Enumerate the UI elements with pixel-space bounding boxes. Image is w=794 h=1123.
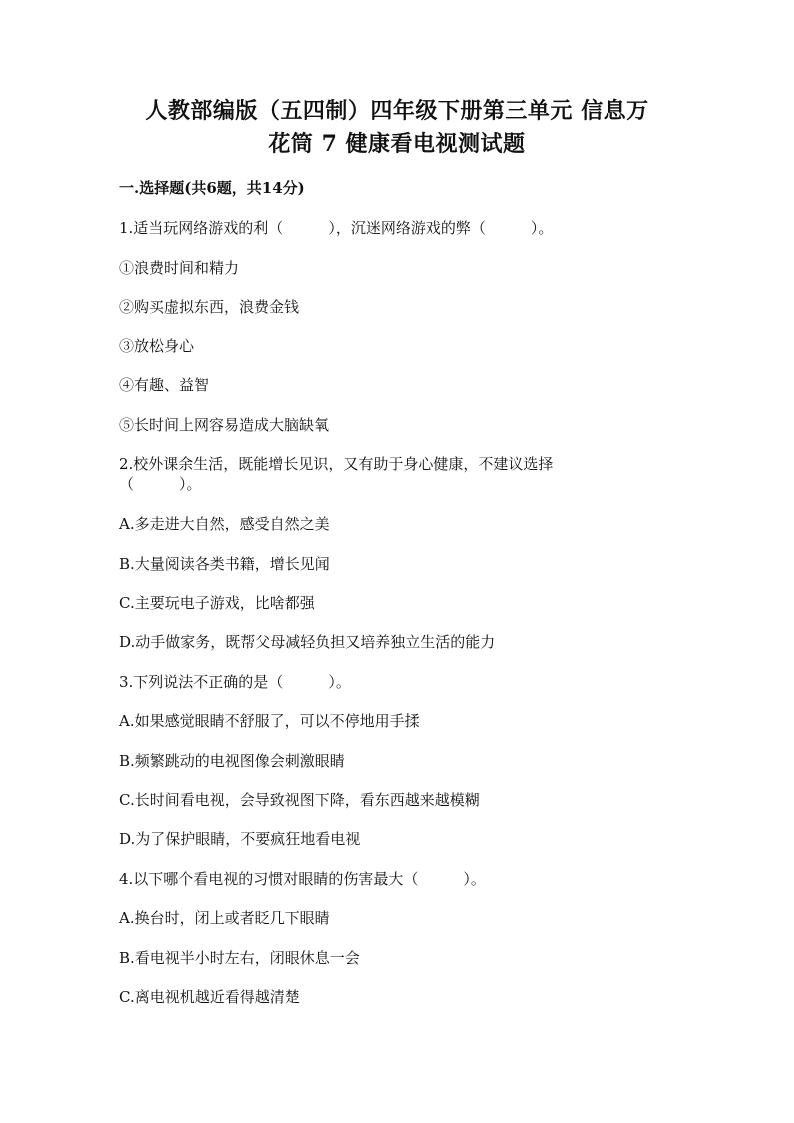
question-2-option-a: A.多走进大自然，感受自然之美	[119, 515, 330, 533]
question-2-option-c: C.主要玩电子游戏，比啥都强	[119, 594, 315, 612]
question-4-option-b: B.看电视半小时左右，闭眼休息一会	[119, 949, 360, 967]
question-3-option-c: C.长时间看电视，会导致视图下降，看东西越来越模糊	[119, 791, 480, 809]
question-1-stem: 1.适当玩网络游戏的利（ ），沉迷网络游戏的弊（ ）。	[119, 219, 554, 237]
question-4-option-c: C.离电视机越近看得越清楚	[119, 988, 300, 1006]
question-3-option-d: D.为了保护眼睛，不要疯狂地看电视	[119, 830, 361, 848]
question-1-option-3: ③放松身心	[119, 337, 195, 355]
question-2-option-d: D.动手做家务，既帮父母减轻负担又培养独立生活的能力	[119, 633, 496, 651]
question-4-option-a: A.换台时，闭上或者眨几下眼睛	[119, 909, 330, 927]
question-1-option-4: ④有趣、益智	[119, 376, 210, 394]
question-3-option-b: B.频繁跳动的电视图像会刺激眼睛	[119, 752, 345, 770]
question-3-stem: 3.下列说法不正确的是（ ）。	[119, 673, 351, 691]
question-3-option-a: A.如果感觉眼睛不舒服了，可以不停地用手揉	[119, 712, 420, 730]
question-4-stem: 4.以下哪个看电视的习惯对眼睛的伤害最大（ ）。	[119, 870, 486, 888]
question-2-stem-line-1: 2.校外课余生活，既能增长见识，又有助于身心健康，不建议选择	[119, 455, 554, 473]
question-1-option-2: ②购买虚拟东西，浪费金钱	[119, 298, 300, 316]
document-title-line-1: 人教部编版（五四制）四年级下册第三单元 信息万	[145, 98, 649, 124]
question-1-option-5: ⑤长时间上网容易造成大脑缺氧	[119, 416, 330, 434]
question-2-option-b: B.大量阅读各类书籍，增长见闻	[119, 555, 330, 573]
document-title-line-2: 花筒 7 健康看电视测试题	[268, 131, 526, 157]
question-1-option-1: ①浪费时间和精力	[119, 259, 240, 277]
section-heading: 一.选择题(共6题，共14分)	[119, 179, 305, 197]
question-2-stem-line-2: （ ）。	[119, 475, 202, 493]
